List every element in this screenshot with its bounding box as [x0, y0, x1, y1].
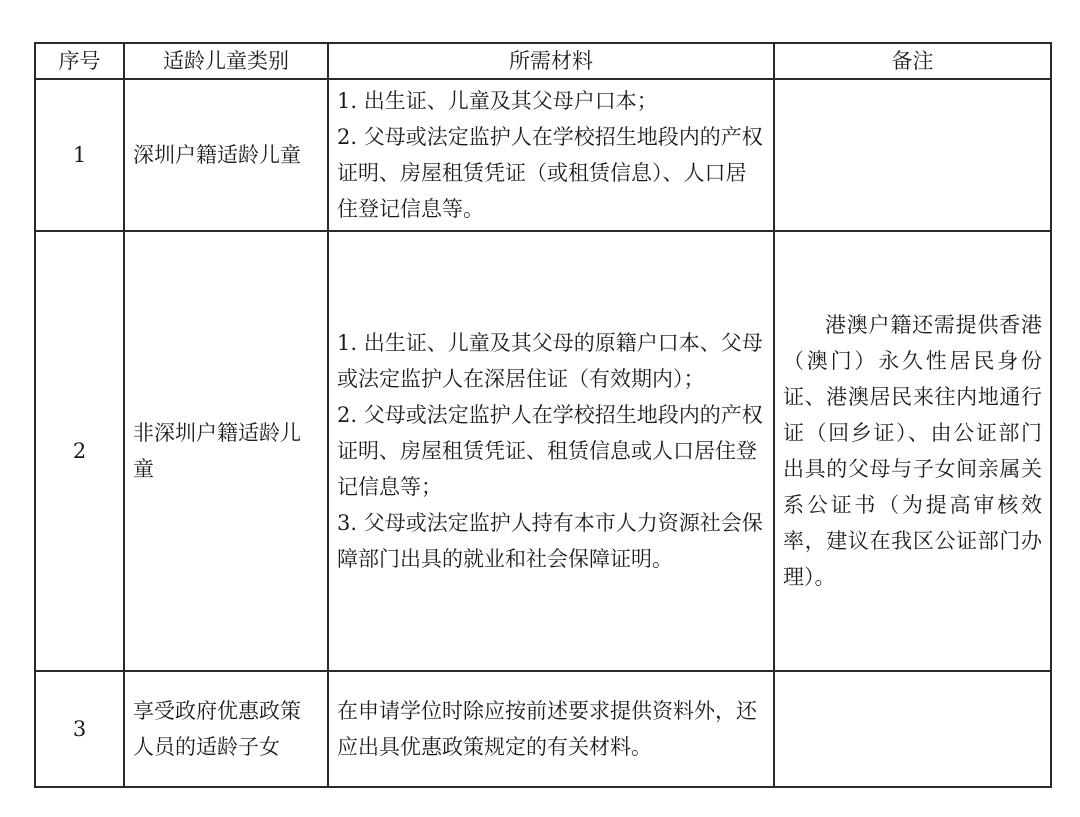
row-note: 港澳户籍还需提供香港（澳门）永久性居民身份证、港澳居民来往内地通行证（回乡证）、由公证部门出具的父母与子女间亲属关系公证书（为提高审核效率，建议在我区公证部门办理）。	[774, 231, 1051, 671]
header-serial-number: 序号	[35, 43, 124, 79]
table-row	[35, 671, 1051, 787]
row-materials	[328, 231, 774, 671]
header-remarks: 备注	[774, 43, 1051, 79]
row-note	[774, 79, 1051, 231]
material-item: 在申请学位时除应按前述要求提供资料外，还应出具优惠政策规定的有关材料。	[337, 699, 757, 759]
row-materials	[328, 671, 774, 787]
table-row	[35, 231, 1051, 671]
row-number: 2	[35, 231, 124, 671]
table-row	[35, 79, 1051, 231]
row-number: 1	[35, 79, 124, 231]
row-category: 享受政府优惠政策人员的适龄子女	[124, 671, 328, 787]
material-item: 2. 父母或法定监护人在学校招生地段内的产权证明、房屋租赁凭证（或租赁信息）、人口居住登记信息等。	[337, 125, 763, 221]
row-category: 非深圳户籍适龄儿童	[124, 231, 328, 671]
row-note	[774, 671, 1051, 787]
row-number: 3	[35, 671, 124, 787]
material-item: 1. 出生证、儿童及其父母的原籍户口本、父母或法定监护人在深居住证（有效期内）；	[337, 331, 763, 391]
material-item: 1. 出生证、儿童及其父母户口本；	[337, 89, 658, 113]
requirements-table	[34, 42, 1052, 788]
header-required-materials: 所需材料	[328, 43, 774, 79]
row-category: 深圳户籍适龄儿童	[124, 79, 328, 231]
row-materials	[328, 79, 774, 231]
material-item: 3. 父母或法定监护人持有本市人力资源社会保障部门出具的就业和社会保障证明。	[337, 511, 763, 571]
header-child-category: 适龄儿童类别	[124, 43, 328, 79]
material-item: 2. 父母或法定监护人在学校招生地段内的产权证明、房屋租赁凭证、租赁信息或人口居住登记信息等；	[337, 403, 763, 499]
header-row	[35, 43, 1051, 79]
